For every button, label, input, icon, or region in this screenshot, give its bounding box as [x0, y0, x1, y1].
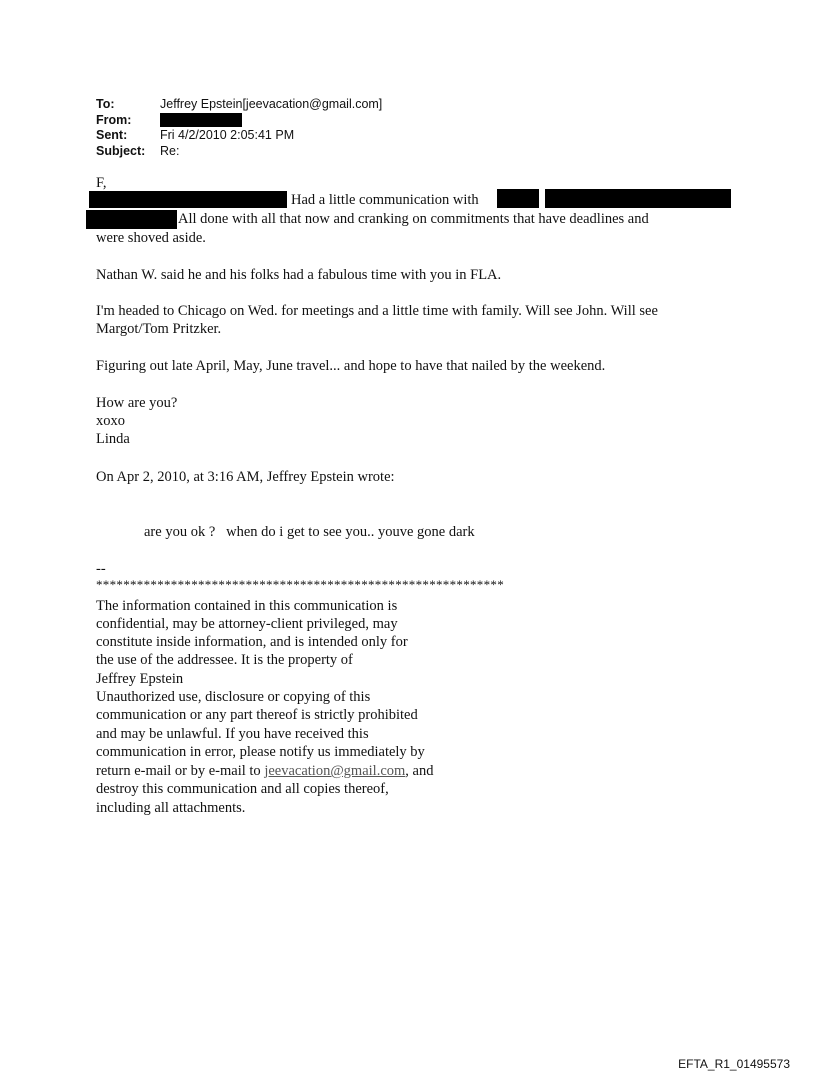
body-paragraph-2: Nathan W. said he and his folks had a fabulous time with you in FLA. [96, 267, 502, 283]
disclaimer-line: confidential, may be attorney-client privileged, may [96, 616, 398, 632]
separator-dashes: -- [96, 561, 106, 577]
disclaimer-line: communication or any part thereof is strictly prohibited [96, 707, 418, 723]
disclaimer-line: destroy this communication and all copies thereof, [96, 781, 389, 797]
signature: Linda [96, 431, 130, 447]
body-line-2: All done with all that now and cranking on commitments that have deadlines and [178, 211, 649, 227]
redaction-block [89, 191, 287, 208]
to-row [96, 97, 382, 113]
disclaimer-line: Unauthorized use, disclosure or copying of this [96, 689, 371, 705]
disclaimer-line: including all attachments. [96, 800, 246, 816]
disclaimer-text: , and [405, 763, 434, 779]
disclaimer-line: Jeffrey Epstein [96, 671, 184, 687]
body-paragraph-4: Figuring out late April, May, June travel... and hope to have that nailed by the weekend. [96, 358, 606, 374]
disclaimer-line: The information contained in this communication is [96, 598, 398, 614]
to-value: Jeffrey Epstein[jeevacation@gmail.com] [160, 97, 383, 111]
to-label: To: [96, 97, 115, 111]
body-line-1: Had a little communication with [291, 192, 479, 208]
email-link[interactable]: jeevacation@gmail.com [264, 763, 406, 779]
redaction-block [497, 189, 539, 208]
subject-label: Subject: [96, 143, 146, 158]
body-line-3: were shoved aside. [96, 230, 206, 246]
sent-row [96, 128, 382, 144]
closing-line-2: xoxo [96, 413, 125, 429]
salutation: F, [96, 175, 107, 191]
subject-row [96, 144, 382, 160]
disclaimer-line: constitute inside information, and is intended only for [96, 634, 408, 650]
document-id: EFTA_R1_01495573 [678, 1057, 790, 1071]
disclaimer-line: communication in error, please notify us immediately by [96, 744, 425, 760]
quote-intro: On Apr 2, 2010, at 3:16 AM, Jeffrey Epstein wrote: [96, 469, 395, 485]
from-row [96, 113, 382, 129]
disclaimer-text: return e-mail or by e-mail to [96, 763, 265, 779]
redaction-block [86, 210, 177, 229]
body-paragraph-3-line-1: I'm headed to Chicago on Wed. for meetings and a little time with family. Will see John. Will see [96, 303, 658, 319]
closing-line-1: How are you? [96, 395, 178, 411]
sent-value: Fri 4/2/2010 2:05:41 PM [160, 128, 295, 142]
disclaimer-line: the use of the addressee. It is the property of [96, 652, 353, 668]
redaction-block [545, 189, 731, 208]
from-redaction [160, 113, 242, 127]
separator-stars: ************************************************************ [96, 577, 504, 592]
disclaimer-line: and may be unlawful. If you have received this [96, 726, 369, 742]
quoted-message: are you ok ? when do i get to see you.. youve gone dark [144, 524, 475, 540]
sent-label: Sent: [96, 128, 128, 142]
body-paragraph-3-line-2: Margot/Tom Pritzker. [96, 321, 222, 337]
from-label: From: [96, 112, 132, 127]
email-header [96, 97, 382, 159]
disclaimer-line-email [96, 762, 433, 780]
subject-value: Re: [160, 143, 180, 158]
